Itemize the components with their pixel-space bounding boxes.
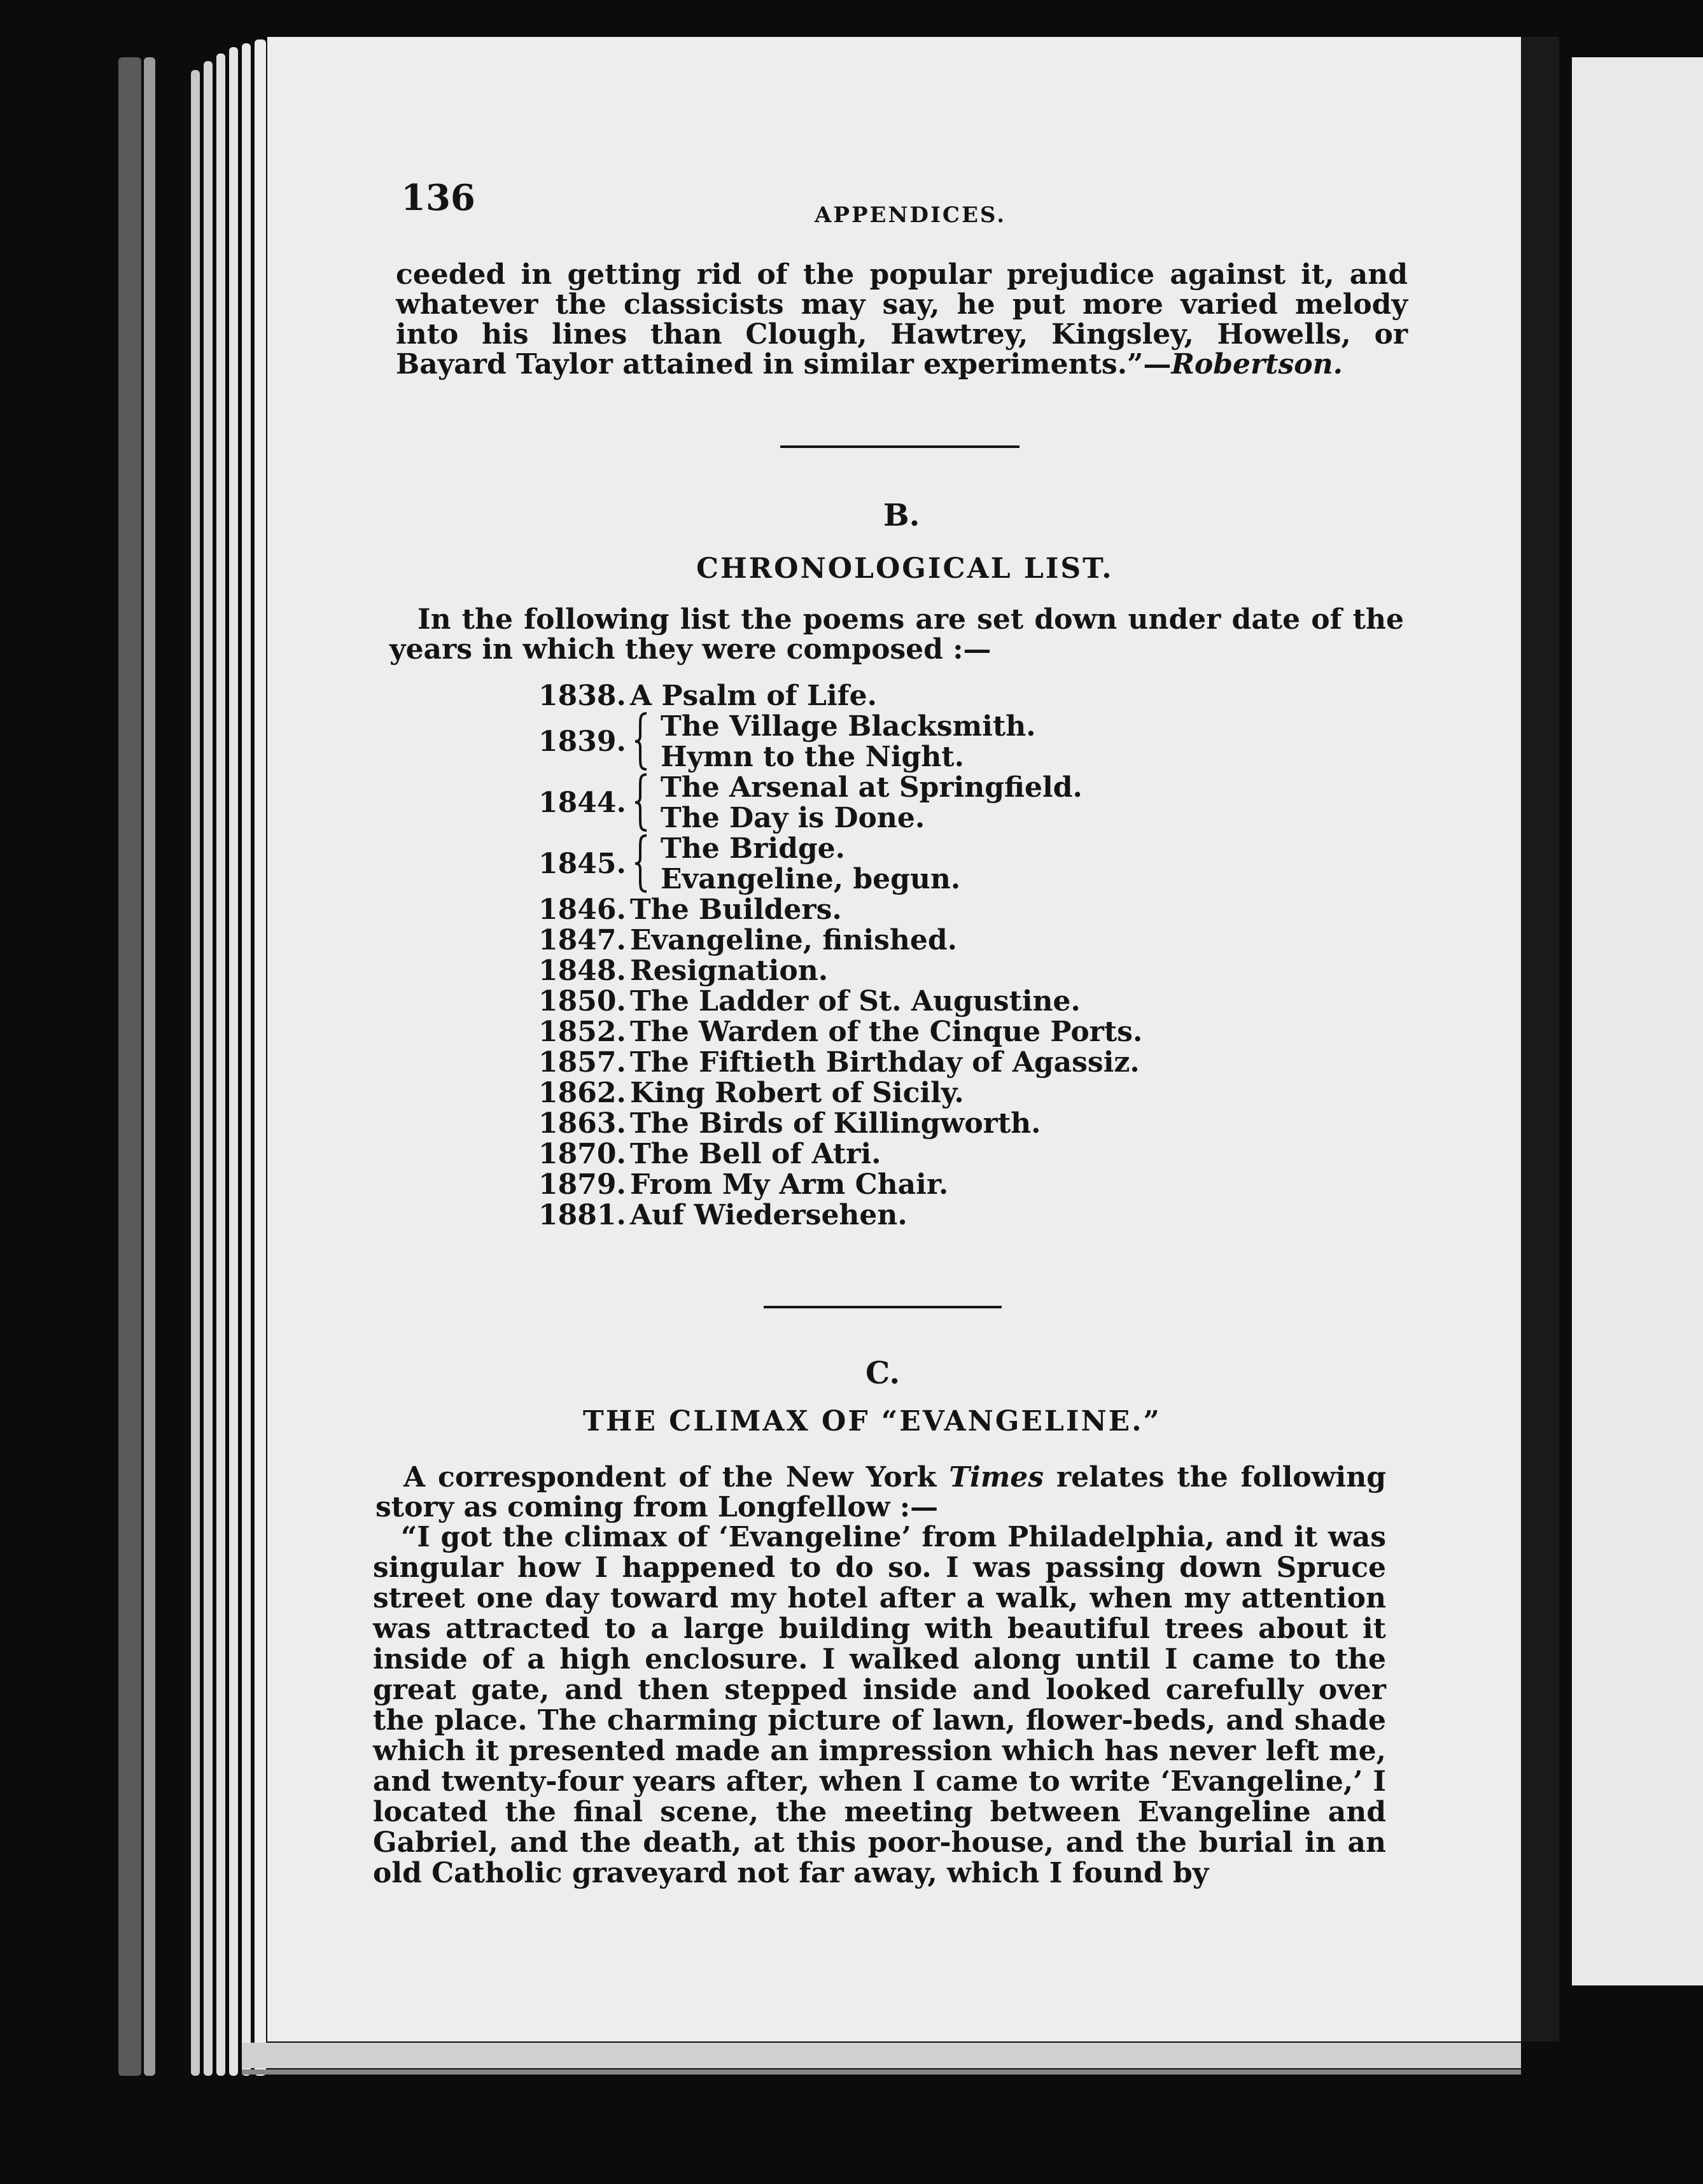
adjacent-page: [1572, 57, 1703, 1985]
page-stack-bottom-line: [242, 2069, 1521, 2075]
climax-intro-text: A correspondent of the New York: [403, 1461, 950, 1494]
book-spine-edge: [144, 57, 155, 2076]
list-item: [538, 681, 1175, 711]
list-title: The Bell of Atri.: [630, 1138, 881, 1170]
list-year: 1881.: [538, 1199, 626, 1231]
list-item: [538, 711, 1175, 773]
list-year: 1838.: [538, 680, 626, 712]
intro-quote-text: ceeded in getting rid of the popular prejudice against it, and whatever the classicists may say, he put more varied melody into his lines than Clough, Hawtrey, Kingsley, Howells, or Bayard Taylor attained in similar experiments.”—: [396, 258, 1408, 381]
climax-intro: [375, 1462, 1386, 1522]
list-year: 1846.: [538, 893, 626, 926]
list-title: Auf Wiedersehen.: [630, 1199, 908, 1231]
brace-glyph: [634, 711, 648, 771]
list-title: The Ladder of St. Augustine.: [630, 985, 1081, 1018]
chronological-intro-text: In the following list the poems are set down under date of the years in which they were composed :—: [389, 603, 1404, 666]
newspaper-name: Times: [949, 1461, 1044, 1494]
list-title: From My Arm Chair.: [630, 1168, 949, 1201]
list-year: 1857.: [538, 1046, 626, 1079]
list-item: [538, 1109, 1175, 1139]
list-item: [538, 956, 1175, 986]
list-year: 1862.: [538, 1077, 626, 1109]
list-year: 1848.: [538, 955, 626, 987]
longfellow-quote: [373, 1522, 1386, 1889]
list-item: [538, 1017, 1175, 1047]
list-item: [538, 1078, 1175, 1109]
page-edge: [255, 39, 266, 2076]
list-title: Evangeline, finished.: [630, 924, 957, 956]
list-title: The Village Blacksmith.: [661, 710, 1036, 743]
list-title: Evangeline, begun.: [661, 863, 961, 895]
list-item: [538, 1170, 1175, 1200]
list-year: 1852.: [538, 1016, 626, 1048]
list-item: [538, 986, 1175, 1017]
list-title: The Warden of the Cinque Ports.: [630, 1016, 1143, 1048]
intro-quote-paragraph: [396, 260, 1408, 379]
list-item: [538, 895, 1175, 925]
list-year: 1839.: [538, 725, 626, 758]
list-year: 1847.: [538, 924, 626, 956]
list-title: King Robert of Sicily.: [630, 1077, 964, 1109]
list-item: [538, 1200, 1175, 1231]
section-title-chronological-list: CHRONOLOGICAL LIST.: [696, 552, 1114, 585]
brace-glyph: [634, 834, 648, 893]
intro-quote-attribution: Robertson.: [1171, 348, 1343, 381]
list-title: The Bridge.: [661, 832, 845, 865]
book-spine-edge: [118, 57, 141, 2076]
chronological-list: [538, 681, 1175, 1231]
page-edge: [191, 70, 200, 2076]
climax-intro-text-rest: relates the following story as coming from Longfellow :—: [375, 1461, 1386, 1523]
list-item: [538, 1139, 1175, 1170]
list-item: [538, 773, 1175, 834]
page-stack-bottom: [242, 2043, 1521, 2068]
list-item: [538, 925, 1175, 956]
list-item: [538, 1047, 1175, 1078]
page-number: 136: [401, 177, 475, 219]
chronological-intro: [389, 605, 1404, 664]
list-title: The Day is Done.: [661, 802, 925, 834]
list-year: 1850.: [538, 985, 626, 1018]
list-title: The Birds of Killingworth.: [630, 1107, 1041, 1140]
list-year: 1863.: [538, 1107, 626, 1140]
running-head: APPENDICES.: [815, 202, 1007, 228]
section-letter-c: C.: [866, 1355, 901, 1391]
list-title: A Psalm of Life.: [630, 680, 877, 712]
brace-glyph: [634, 773, 648, 832]
list-year: 1844.: [538, 787, 626, 819]
page-edge: [242, 43, 251, 2076]
list-title: Hymn to the Night.: [661, 741, 964, 773]
section-title-climax: THE CLIMAX OF “EVANGELINE.”: [583, 1405, 1161, 1438]
page-edge: [216, 53, 225, 2076]
list-year: 1845.: [538, 848, 626, 880]
section-divider: [764, 1306, 1002, 1308]
page-edge: [229, 47, 238, 2076]
book-gutter: [1521, 37, 1559, 2041]
list-year: 1879.: [538, 1168, 626, 1201]
section-letter-b: B.: [883, 498, 920, 533]
longfellow-quote-text: “I got the climax of ‘Evangeline’ from Philadelphia, and it was singular how I happened to do so. I was passing down Spruce street one day toward my hotel after a walk, when my attention was attracted to a large building with beautiful trees about it inside of a high enclosure. I walked along until I came to the great gate, and then stepped inside and looked carefully over the place. The charming picture of lawn, flower-beds, and shade which it presented made an impression which has never left me, and twenty-four years after, when I came to write ‘Evangeline,’ I located the final scene, the meeting between Evangeline and Gabriel, and the death, at this poor-house, and the burial in an old Catholic graveyard not far away, which I found by: [373, 1521, 1386, 1889]
list-title: The Builders.: [630, 893, 842, 926]
list-title: The Arsenal at Springfield.: [661, 771, 1083, 804]
list-year: 1870.: [538, 1138, 626, 1170]
list-title: The Fiftieth Birthday of Agassiz.: [630, 1046, 1140, 1079]
list-item: [538, 834, 1175, 895]
section-divider: [780, 445, 1020, 448]
list-title: Resignation.: [630, 955, 829, 987]
page-edge: [204, 61, 213, 2076]
